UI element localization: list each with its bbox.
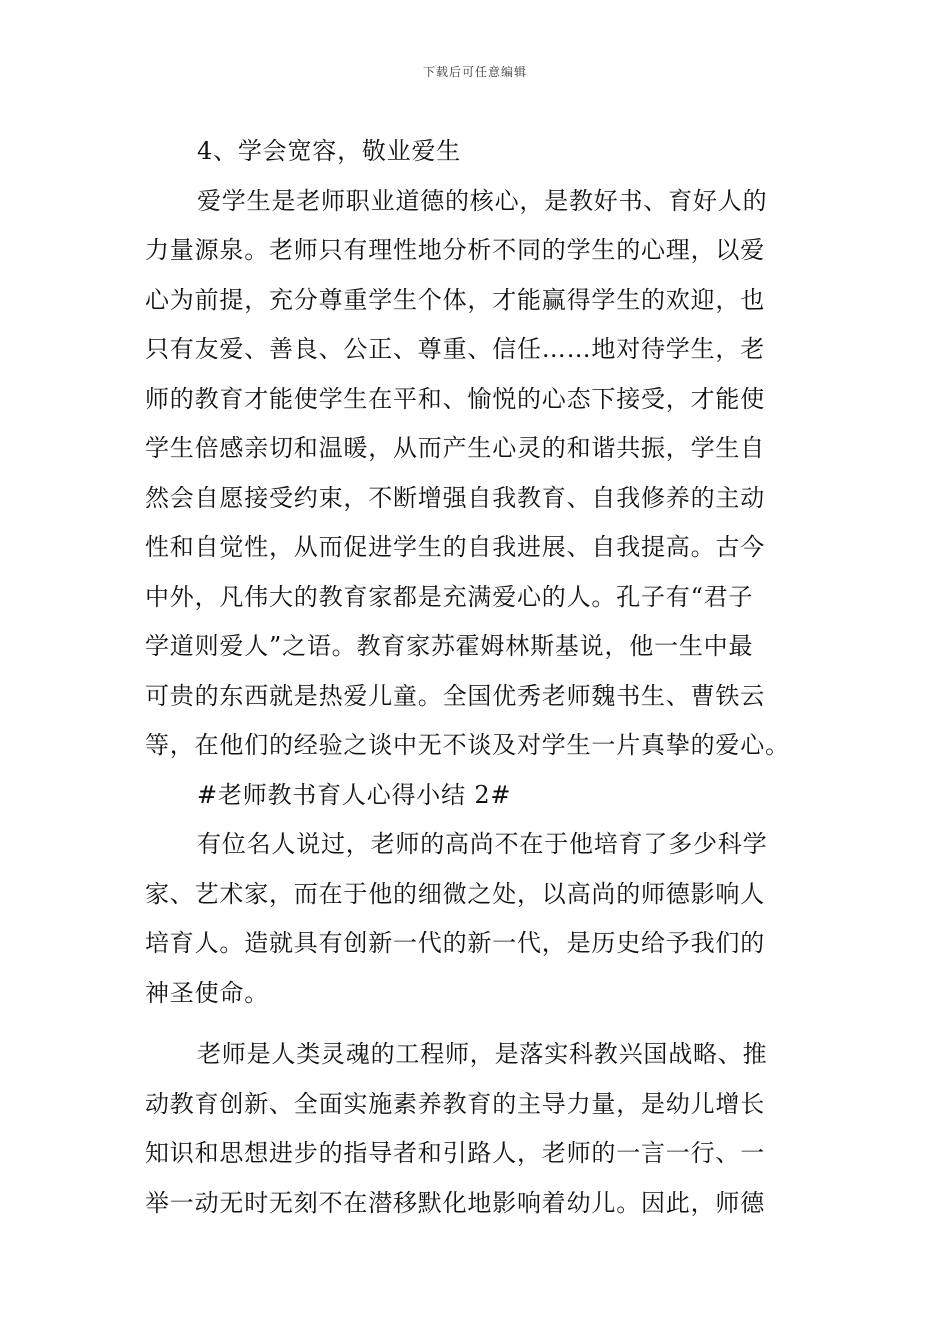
paragraph-line: 培育人。造就具有创新一代的新一代，是历史给予我们的 bbox=[145, 929, 765, 957]
paragraph-line: 动教育创新、全面实施素养教育的主导力量，是幼儿增长 bbox=[145, 1089, 765, 1118]
paragraph-line: 只有友爱、善良、公正、尊重、信任……地对待学生，老 bbox=[145, 335, 765, 363]
paragraph-line: 学生倍感亲切和温暖，从而产生心灵的和谐共振，学生自 bbox=[145, 434, 765, 462]
paragraph-line: 等，在他们的经验之谈中无不谈及对学生一片真挚的爱心。 bbox=[145, 731, 790, 759]
paragraph-line: 力量源泉。老师只有理性地分析不同的学生的心理，以爱 bbox=[145, 236, 765, 264]
page-header: 下载后可任意编辑 bbox=[422, 65, 527, 79]
section-heading: #老师教书育人心得小结 2# bbox=[197, 780, 512, 809]
paragraph-gap bbox=[145, 1018, 810, 1030]
paragraph-line: 家、艺术家，而在于他的细微之处，以高尚的师德影响人 bbox=[145, 879, 765, 908]
paragraph-line: 师的教育才能使学生在平和、愉悦的心态下接受，才能使 bbox=[145, 384, 765, 413]
section-heading: 4、学会宽容，敬业爱生 bbox=[197, 137, 462, 165]
paragraph-line: 爱学生是老师职业道德的核心，是教好书、育好人的 bbox=[197, 186, 768, 215]
paragraph-line: 中外，凡伟大的教育家都是充满爱心的人。孔子有“君子 bbox=[145, 582, 754, 611]
paragraph-line: 老师是人类灵魂的工程师，是落实科教兴国战略、推 bbox=[197, 1040, 768, 1068]
paragraph-line: 学道则爱人”之语。教育家苏霍姆林斯基说，他一生中最 bbox=[145, 632, 754, 660]
paragraph-line: 然会自愿接受约束，不断增强自我教育、自我修养的主动 bbox=[145, 483, 765, 512]
paragraph-line: 举一动无时无刻不在潜移默化地影响着幼儿。因此，师德 bbox=[145, 1188, 765, 1217]
document-body bbox=[145, 127, 810, 1228]
paragraph-line: 神圣使命。 bbox=[145, 978, 269, 1007]
paragraph-line: 有位名人说过，老师的高尚不在于他培育了多少科学 bbox=[197, 830, 768, 858]
paragraph-line: 性和自觉性，从而促进学生的自我进展、自我提高。古今 bbox=[145, 533, 765, 561]
paragraph-line: 心为前提，充分尊重学生个体，才能赢得学生的欢迎，也 bbox=[145, 285, 765, 314]
paragraph-line: 知识和思想进步的指导者和引路人，老师的一言一行、一 bbox=[145, 1139, 765, 1167]
paragraph-line: 可贵的东西就是热爱儿童。全国优秀老师魏书生、曹铁云 bbox=[145, 681, 765, 710]
